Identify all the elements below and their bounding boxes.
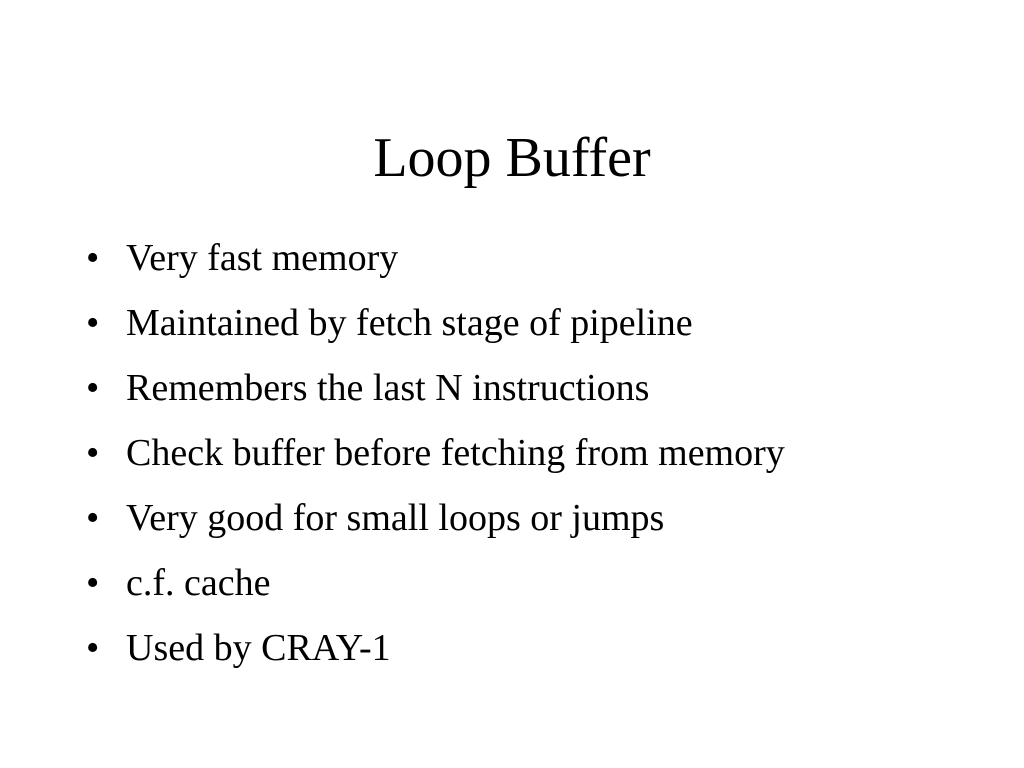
list-item — [86, 291, 986, 356]
bullet-icon: • — [86, 627, 100, 669]
list-item — [86, 421, 986, 486]
bullet-icon: • — [86, 432, 100, 474]
bullet-text: Very good for small loops or jumps — [126, 497, 665, 539]
bullet-icon: • — [86, 367, 100, 409]
bullet-icon: • — [86, 302, 100, 344]
bullet-icon: • — [86, 237, 100, 279]
list-item — [86, 356, 986, 421]
list-item — [86, 616, 986, 681]
bullet-icon: • — [86, 497, 100, 539]
bullet-text: Maintained by fetch stage of pipeline — [126, 302, 693, 344]
slide-title: Loop Buffer — [373, 127, 651, 189]
bullet-icon: • — [86, 562, 100, 604]
list-item — [86, 226, 986, 291]
bullet-text: Used by CRAY-1 — [126, 627, 391, 669]
bullet-text: Check buffer before fetching from memory — [126, 432, 785, 474]
bullet-text: Very fast memory — [126, 237, 399, 279]
bullet-list — [86, 226, 986, 681]
bullet-text: c.f. cache — [126, 562, 271, 604]
bullet-text: Remembers the last N instructions — [126, 367, 650, 409]
list-item — [86, 486, 986, 551]
list-item — [86, 551, 986, 616]
